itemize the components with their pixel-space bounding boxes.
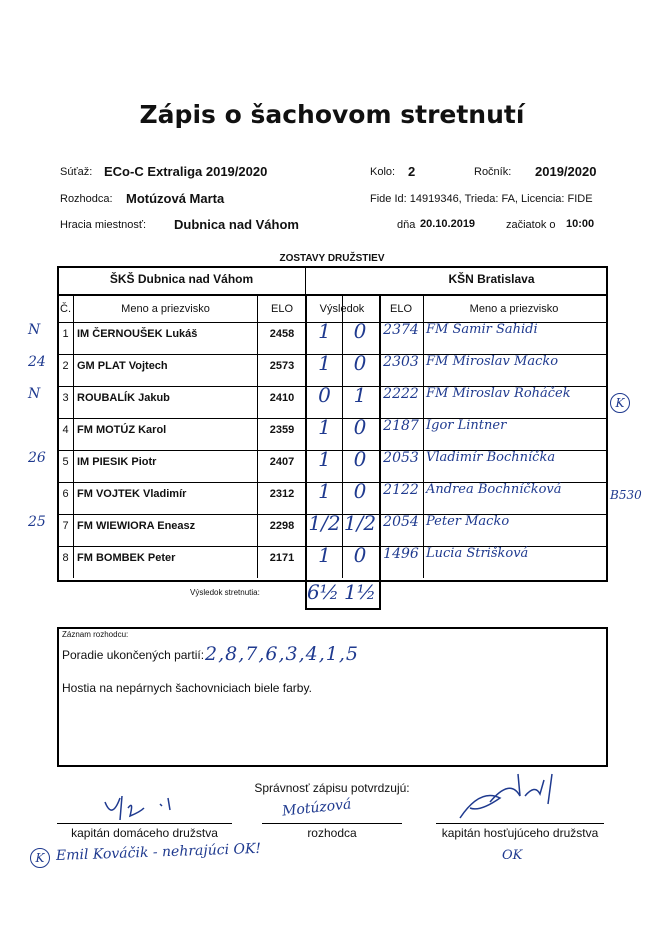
- row-number: 4: [62, 424, 69, 436]
- row-number: 1: [62, 328, 69, 340]
- divider: [305, 268, 306, 296]
- divider: [73, 296, 74, 578]
- referee-label: rozhodca: [307, 826, 357, 840]
- away-player-name: FM Samir Sahidi: [426, 322, 538, 337]
- home-player-elo: 2410: [269, 392, 295, 404]
- home-player-elo: 2171: [269, 552, 295, 564]
- divider: [57, 823, 232, 824]
- divider: [423, 296, 424, 578]
- poradie-value: 2,8,7,6,3,4,1,5: [205, 643, 359, 665]
- away-player-elo: 2054: [383, 514, 419, 530]
- rocnik-value: 2019/2020: [535, 164, 597, 179]
- fide-text: Fide Id: 14919346, Trieda: FA, Licencia: FIDE: [370, 193, 593, 205]
- zaciatok-label: začiatok o: [506, 219, 556, 231]
- margin-note: 26: [28, 450, 46, 466]
- margin-note: 25: [28, 514, 46, 530]
- away-result: 0: [353, 543, 367, 567]
- home-player-elo: 2573: [269, 360, 295, 372]
- margin-note: N: [28, 386, 41, 402]
- home-result: 1: [318, 447, 331, 471]
- margin-note: N: [28, 322, 41, 338]
- home-result: 1: [318, 319, 331, 343]
- home-team-name: ŠKŠ Dubnica nad Váhom: [109, 272, 254, 286]
- away-player-elo: 1496: [383, 546, 419, 562]
- home-captain-label: kapitán domáceho družstva: [71, 826, 218, 840]
- away-player-elo: 2122: [383, 482, 419, 498]
- row-number: 2: [62, 360, 69, 372]
- row-number: 6: [62, 488, 69, 500]
- row-number: 5: [62, 456, 69, 468]
- confirm-text: Správnosť zápisu potvrdzujú:: [254, 781, 410, 795]
- k-circle-mark-bottom: K: [30, 848, 50, 868]
- home-player-name: FM VOJTEK Vladimír: [77, 488, 187, 500]
- teams-heading: ZOSTAVY DRUŽSTIEV: [279, 253, 385, 264]
- rozhodca-label: Rozhodca:: [60, 193, 113, 205]
- poradie-label: Poradie ukončených partií:: [62, 648, 205, 662]
- result-label: Výsledok stretnutia:: [190, 588, 260, 597]
- divider: [436, 823, 604, 824]
- col-home-elo: ELO: [270, 303, 293, 315]
- away-result: 0: [353, 415, 367, 439]
- b530-note: B530: [610, 488, 642, 502]
- away-player-elo: 2053: [383, 450, 419, 466]
- away-result: 0: [353, 447, 367, 471]
- away-player-name: FM Miroslav Roháček: [426, 386, 571, 401]
- home-player-name: FM MOTÚZ Karol: [77, 424, 167, 436]
- dna-label: dňa: [397, 219, 416, 231]
- result-away: 1½: [343, 580, 377, 604]
- away-player-elo: 2187: [383, 418, 419, 434]
- col-number: Č.: [60, 303, 71, 315]
- sutaz-value: ECo-C Extraliga 2019/2020: [104, 164, 268, 179]
- home-result: 0: [318, 383, 331, 407]
- row-number: 7: [62, 520, 69, 532]
- col-home-name: Meno a priezvisko: [121, 303, 210, 315]
- away-player-elo: 2303: [383, 354, 419, 370]
- home-player-elo: 2298: [269, 520, 295, 532]
- margin-note: 24: [28, 354, 46, 370]
- row-number: 8: [62, 552, 69, 564]
- away-team-name: KŠN Bratislava: [448, 272, 535, 286]
- col-away-name: Meno a priezvisko: [469, 303, 559, 315]
- home-player-name: IM ČERNOUŠEK Lukáš: [77, 328, 198, 340]
- ok-note: OK: [502, 848, 523, 863]
- dna-value: 20.10.2019: [420, 218, 476, 230]
- miesto-label: Hracia miestnosť:: [60, 219, 147, 231]
- home-player-name: ROUBALÍK Jakub: [77, 392, 170, 404]
- away-captain-label: kapitán hosťujúceho družstva: [441, 826, 599, 840]
- row-number: 3: [62, 392, 69, 404]
- away-result: 1/2: [343, 511, 377, 535]
- col-away-elo: ELO: [389, 303, 412, 315]
- home-result: 1/2: [308, 511, 341, 535]
- away-player-elo: 2222: [383, 386, 419, 402]
- away-player-elo: 2374: [383, 322, 419, 338]
- k-circle-mark: K: [610, 393, 630, 413]
- kolo-label: Kolo:: [370, 166, 396, 178]
- away-captain-signature: [440, 768, 580, 824]
- away-player-name: Lucia Strišková: [426, 546, 529, 561]
- record-note: Hostia na nepárnych šachovniciach biele farby.: [62, 681, 312, 695]
- page-title: Zápis o šachovom stretnutí: [139, 100, 525, 129]
- col-result: Výsledok: [319, 303, 365, 315]
- divider: [262, 823, 402, 824]
- away-result: 0: [353, 351, 367, 375]
- home-result: 1: [318, 415, 331, 439]
- home-player-name: FM BOMBEK Peter: [77, 552, 176, 564]
- sutaz-label: Súťaž:: [60, 166, 93, 178]
- zaciatok-value: 10:00: [566, 218, 595, 230]
- referee-signature: Motúzová: [281, 796, 353, 820]
- home-player-elo: 2458: [269, 328, 295, 340]
- away-player-name: Vladimír Bochníčka: [426, 450, 556, 465]
- away-result: 0: [353, 479, 367, 503]
- home-player-name: GM PLAT Vojtech: [77, 360, 168, 372]
- record-label: Záznam rozhodcu:: [62, 630, 129, 639]
- result-home: 6½: [306, 580, 340, 604]
- home-result: 1: [318, 543, 331, 567]
- away-player-name: Andrea Bochníčková: [426, 482, 562, 497]
- home-player-elo: 2407: [269, 456, 295, 468]
- home-result: 1: [318, 351, 331, 375]
- home-player-name: FM WIEWIORA Eneasz: [77, 520, 196, 532]
- home-player-elo: 2359: [269, 424, 295, 436]
- miesto-value: Dubnica nad Váhom: [174, 217, 299, 232]
- home-result: 1: [318, 479, 331, 503]
- away-result: 0: [353, 319, 367, 343]
- bottom-handwritten-note: Emil Kováčik - nehrajúci OK!: [55, 840, 262, 864]
- away-player-name: Igor Lintner: [426, 418, 507, 433]
- home-captain-signature: [100, 790, 190, 826]
- away-player-name: FM Miroslav Macko: [426, 354, 559, 369]
- home-player-name: IM PIESIK Piotr: [77, 456, 157, 468]
- away-player-name: Peter Macko: [426, 514, 510, 529]
- rozhodca-value: Motúzová Marta: [126, 191, 225, 206]
- home-player-elo: 2312: [269, 488, 295, 500]
- kolo-value: 2: [408, 164, 416, 179]
- away-result: 1: [353, 383, 367, 407]
- rocnik-label: Ročník:: [474, 166, 512, 178]
